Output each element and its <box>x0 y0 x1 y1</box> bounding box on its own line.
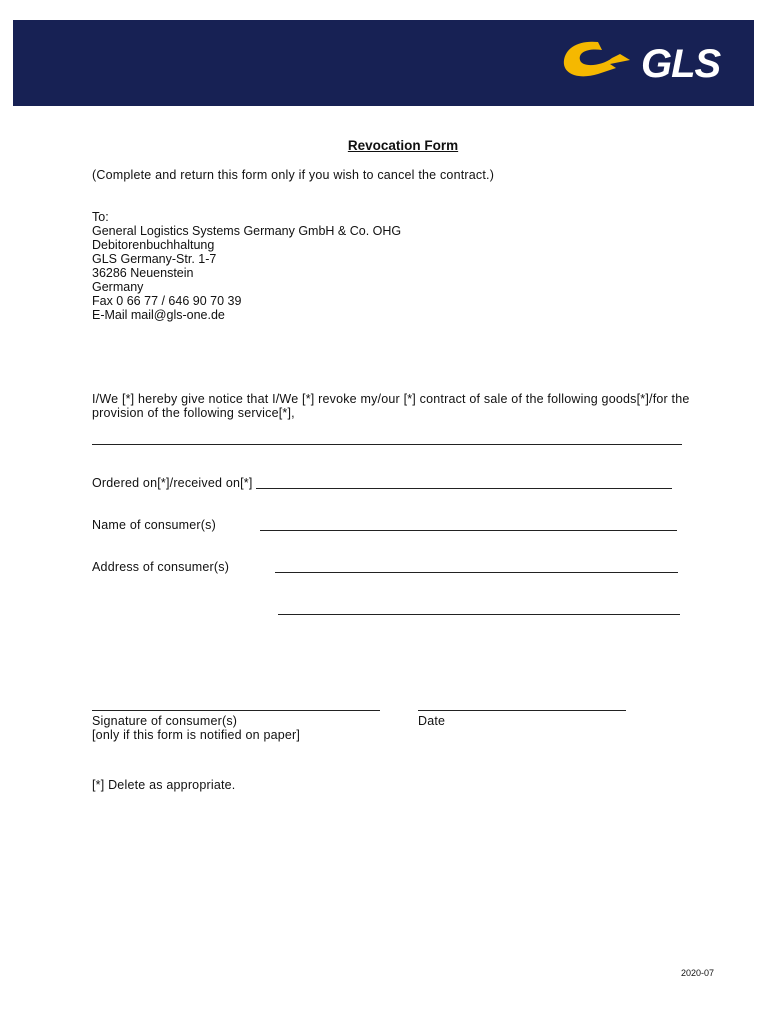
notice-line-1: I/We [*] hereby give notice that I/We [*] revoke my/our [*] contract of sale of the following goods[*]/for the <box>92 392 690 406</box>
address-fax: Fax 0 66 77 / 646 90 70 39 <box>92 294 242 308</box>
address-company: General Logistics Systems Germany GmbH & Co. OHG <box>92 224 402 238</box>
date-entry-line[interactable] <box>418 710 626 711</box>
address-entry-line-1[interactable] <box>275 572 678 573</box>
subtitle: (Complete and return this form only if you wish to cancel the contract.) <box>92 168 495 182</box>
address-to: To: <box>92 210 109 224</box>
address-street: GLS Germany-Str. 1-7 <box>92 252 217 266</box>
logo-text: GLS <box>641 42 721 86</box>
signature-entry-line[interactable] <box>92 710 380 711</box>
signature-note: [only if this form is notified on paper] <box>92 728 301 742</box>
page-title: Revocation Form <box>347 138 459 153</box>
signature-label: Signature of consumer(s) <box>92 714 238 728</box>
address-label: Address of consumer(s) <box>92 560 230 574</box>
notice-line-2: provision of the following service[*], <box>92 406 295 420</box>
recipient-address <box>92 210 401 322</box>
footnote: [*] Delete as appropriate. <box>92 778 236 792</box>
gls-logo <box>558 34 748 94</box>
name-entry-line[interactable] <box>260 530 677 531</box>
address-city: 36286 Neuenstein <box>92 266 194 280</box>
gls-swoosh-icon <box>558 34 648 94</box>
date-label: Date <box>418 714 446 728</box>
address-country: Germany <box>92 280 144 294</box>
address-entry-line-2[interactable] <box>278 614 680 615</box>
name-label: Name of consumer(s) <box>92 518 216 532</box>
ordered-label: Ordered on[*]/received on[*] <box>92 476 253 490</box>
header-banner <box>13 20 754 106</box>
goods-entry-line[interactable] <box>92 444 682 445</box>
address-department: Debitorenbuchhaltung <box>92 238 215 252</box>
ordered-entry-line[interactable] <box>256 488 672 489</box>
version-code: 2020-07 <box>681 968 715 978</box>
address-email: E-Mail mail@gls-one.de <box>92 308 225 322</box>
